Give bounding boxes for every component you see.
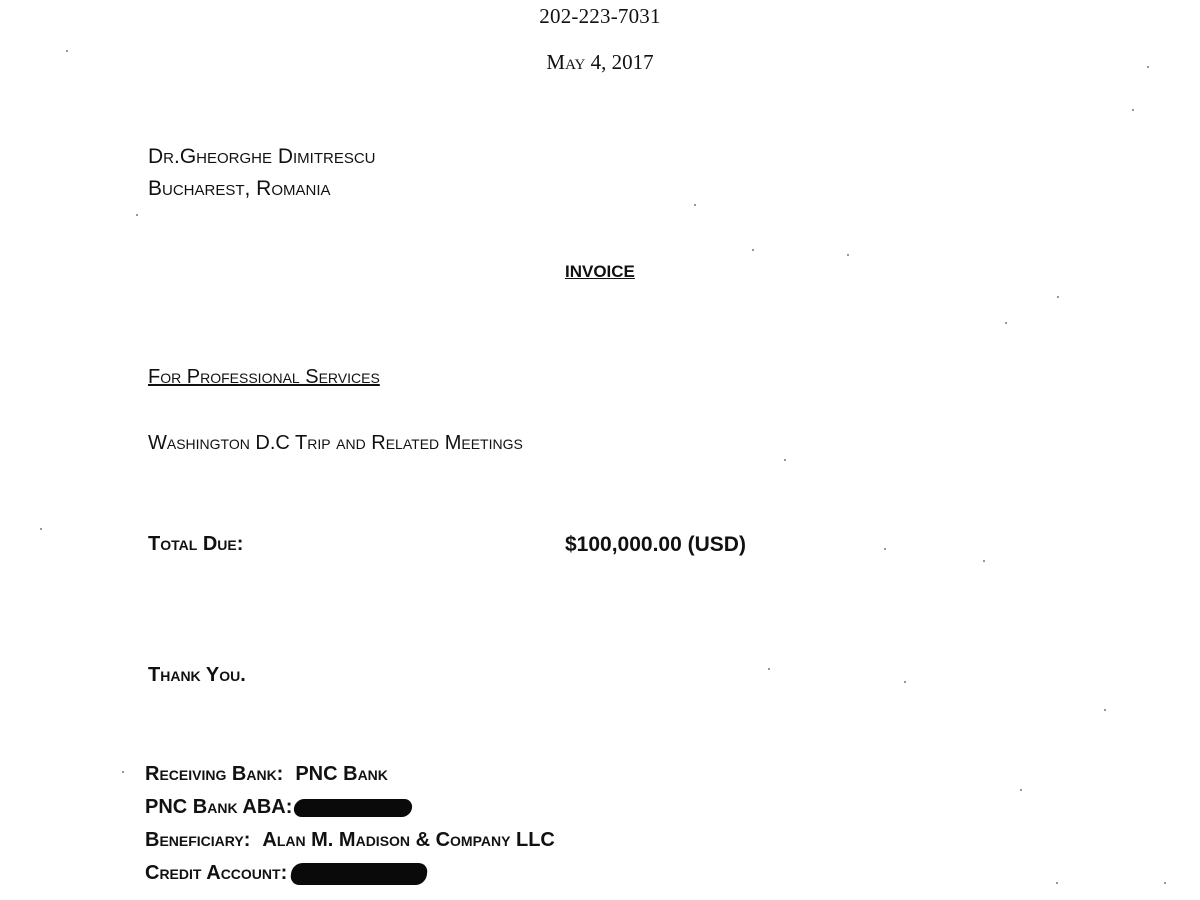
- receiving-bank-value: PNC Bank: [295, 763, 388, 785]
- scan-speck: [768, 668, 770, 670]
- bank-details: [145, 758, 555, 890]
- scan-speck: [1057, 296, 1059, 298]
- recipient-name: Dr.Gheorghe Dimitrescu: [148, 145, 376, 168]
- scan-speck: [904, 681, 906, 683]
- recipient-block: [148, 141, 376, 205]
- scan-speck: [1056, 882, 1058, 884]
- services-heading: For Professional Services: [148, 366, 380, 388]
- total-due-label: Total Due:: [148, 533, 244, 555]
- receiving-bank-label: Receiving Bank:: [145, 763, 284, 785]
- scan-speck: [884, 548, 886, 550]
- credit-account-row: [145, 857, 555, 890]
- scan-speck: [1147, 66, 1149, 68]
- beneficiary-value: Alan M. Madison & Company LLC: [262, 829, 555, 851]
- scan-speck: [1132, 109, 1134, 111]
- beneficiary-row: [145, 824, 555, 857]
- scan-speck: [1005, 322, 1007, 324]
- total-due-value: $100,000.00 (USD): [565, 533, 746, 556]
- invoice-date: May 4, 2017: [546, 50, 654, 74]
- aba-row: [145, 791, 555, 824]
- invoice-title: INVOICE: [565, 262, 635, 281]
- scan-speck: [1020, 789, 1022, 791]
- phone-number: 202-223-7031: [539, 4, 661, 28]
- scan-speck: [122, 771, 124, 773]
- scan-speck: [66, 50, 68, 52]
- credit-account-label: Credit Account:: [145, 862, 288, 884]
- scan-speck: [1164, 882, 1166, 884]
- scan-speck: [983, 560, 985, 562]
- recipient-location: Bucharest, Romania: [148, 177, 331, 200]
- scan-speck: [784, 459, 786, 461]
- redaction-mark: [293, 799, 414, 817]
- scan-speck: [694, 204, 696, 206]
- thank-you-text: Thank You.: [148, 664, 246, 686]
- services-description: Washington D.C Trip and Related Meetings: [148, 432, 523, 454]
- scan-speck: [752, 249, 754, 251]
- scan-speck: [40, 528, 42, 530]
- scan-speck: [1104, 709, 1106, 711]
- aba-label: PNC Bank ABA:: [145, 796, 293, 818]
- receiving-bank-row: [145, 758, 555, 791]
- scan-speck: [136, 214, 138, 216]
- beneficiary-label: Beneficiary:: [145, 829, 251, 851]
- scan-speck: [847, 254, 849, 256]
- redaction-mark: [290, 863, 429, 885]
